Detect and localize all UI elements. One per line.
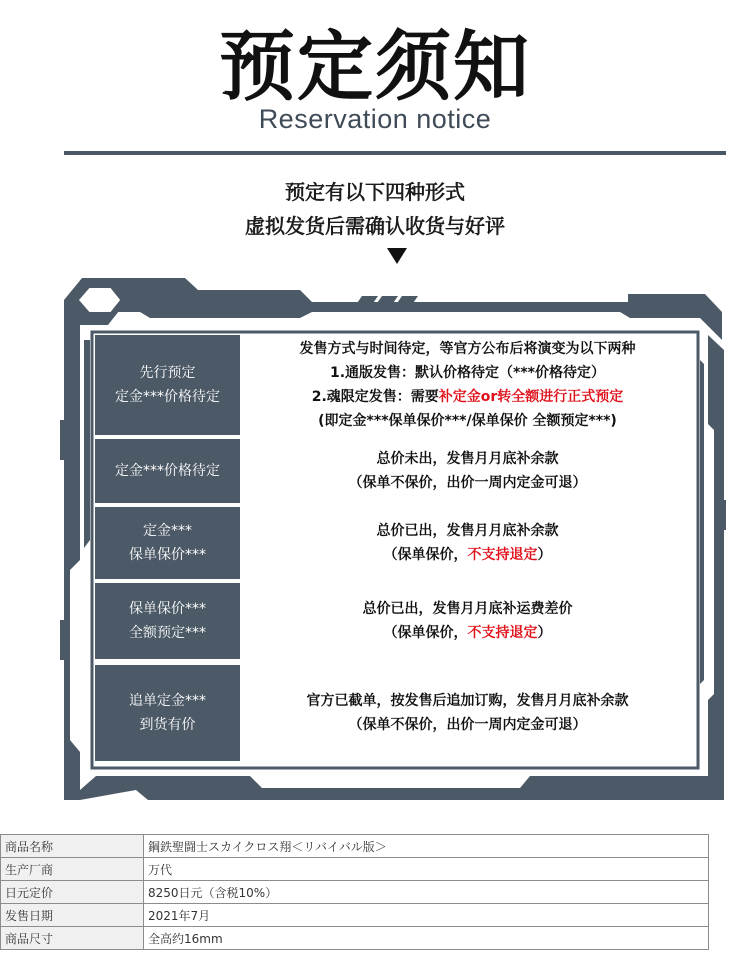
spec-key: 生产厂商 bbox=[1, 858, 144, 881]
row-label-line: 先行预定 bbox=[139, 365, 196, 381]
table-row bbox=[95, 665, 695, 761]
row-text-line bbox=[312, 385, 624, 409]
row-label bbox=[95, 583, 240, 659]
row-text-line bbox=[384, 621, 552, 645]
row-text-line: （保单不保价，出价一周内定金可退） bbox=[348, 475, 587, 491]
row-text-line: 总价已出，发售月月底补运费差价 bbox=[362, 601, 573, 617]
row-description bbox=[240, 665, 695, 761]
header-divider bbox=[64, 151, 726, 155]
product-spec-table bbox=[0, 834, 709, 950]
intro-line-2: 虚拟发货后需确认收货与好评 bbox=[245, 214, 505, 238]
row-label-line: 定金***价格待定 bbox=[115, 389, 220, 405]
row-description bbox=[240, 335, 695, 435]
table-row bbox=[1, 858, 709, 881]
table-row bbox=[1, 927, 709, 950]
row-text-line: （保单不保价，出价一周内定金可退） bbox=[348, 717, 587, 733]
page-title: 预定须知 bbox=[219, 22, 531, 111]
row-text-line: (即定金***保单保价***/保单保价 全额预定***) bbox=[318, 413, 617, 429]
text-prefix: （保单保价， bbox=[383, 547, 468, 563]
row-label bbox=[95, 335, 240, 435]
page-subtitle: Reservation notice bbox=[258, 104, 492, 134]
spec-key: 日元定价 bbox=[1, 881, 144, 904]
row-label-line: 保单保价*** bbox=[129, 601, 206, 617]
table-row bbox=[95, 507, 695, 579]
row-label bbox=[95, 507, 240, 579]
text-suffix: ） bbox=[537, 625, 552, 641]
row-label bbox=[95, 439, 240, 503]
row-text-line: 发售方式与时间待定，等官方公布后将演变为以下两种 bbox=[299, 341, 636, 357]
spec-value: 2021年7月 bbox=[144, 904, 709, 927]
intro-line-1: 预定有以下四种形式 bbox=[285, 180, 465, 204]
spec-value: 全高约16mm bbox=[144, 927, 709, 950]
row-label-line: 全额预定*** bbox=[129, 625, 206, 641]
table-row bbox=[95, 583, 695, 659]
down-arrow-icon bbox=[387, 248, 407, 264]
row-label-line: 定金***价格待定 bbox=[115, 463, 220, 479]
row-description bbox=[240, 507, 695, 579]
row-text-line: 总价已出，发售月月底补余款 bbox=[376, 523, 559, 539]
table-row bbox=[95, 335, 695, 435]
row-text-line: 总价未出，发售月月底补余款 bbox=[376, 451, 559, 467]
row-text-line: 官方已截单，按发售后追加订购，发售月月底补余款 bbox=[306, 693, 629, 709]
table-row bbox=[95, 439, 695, 503]
highlight-text: 补定金or转全额进行正式预定 bbox=[438, 389, 624, 405]
text-prefix: 2.魂限定发售：需要 bbox=[311, 389, 439, 405]
spec-value: 万代 bbox=[144, 858, 709, 881]
table-row bbox=[1, 881, 709, 904]
highlight-text: 不支持退定 bbox=[467, 625, 538, 641]
spec-key: 发售日期 bbox=[1, 904, 144, 927]
row-label-line: 保单保价*** bbox=[129, 547, 206, 563]
row-label-line: 到货有价 bbox=[139, 717, 196, 733]
row-description bbox=[240, 583, 695, 659]
row-text-line bbox=[384, 543, 552, 567]
text-prefix: （保单保价， bbox=[383, 625, 468, 641]
spec-value: 8250日元（含税10%） bbox=[144, 881, 709, 904]
row-label bbox=[95, 665, 240, 761]
row-label-line: 追单定金*** bbox=[129, 693, 206, 709]
table-row bbox=[1, 835, 709, 858]
row-description bbox=[240, 439, 695, 503]
text-suffix: ） bbox=[537, 547, 552, 563]
highlight-text: 不支持退定 bbox=[467, 547, 538, 563]
spec-value: 鋼鉄聖闘士スカイクロス翔＜リバイバル版＞ bbox=[144, 835, 709, 858]
row-label-line: 定金*** bbox=[143, 523, 192, 539]
spec-key: 商品名称 bbox=[1, 835, 144, 858]
table-row bbox=[1, 904, 709, 927]
row-text-line: 1.通版发售：默认价格待定（***价格待定） bbox=[329, 365, 606, 381]
spec-key: 商品尺寸 bbox=[1, 927, 144, 950]
